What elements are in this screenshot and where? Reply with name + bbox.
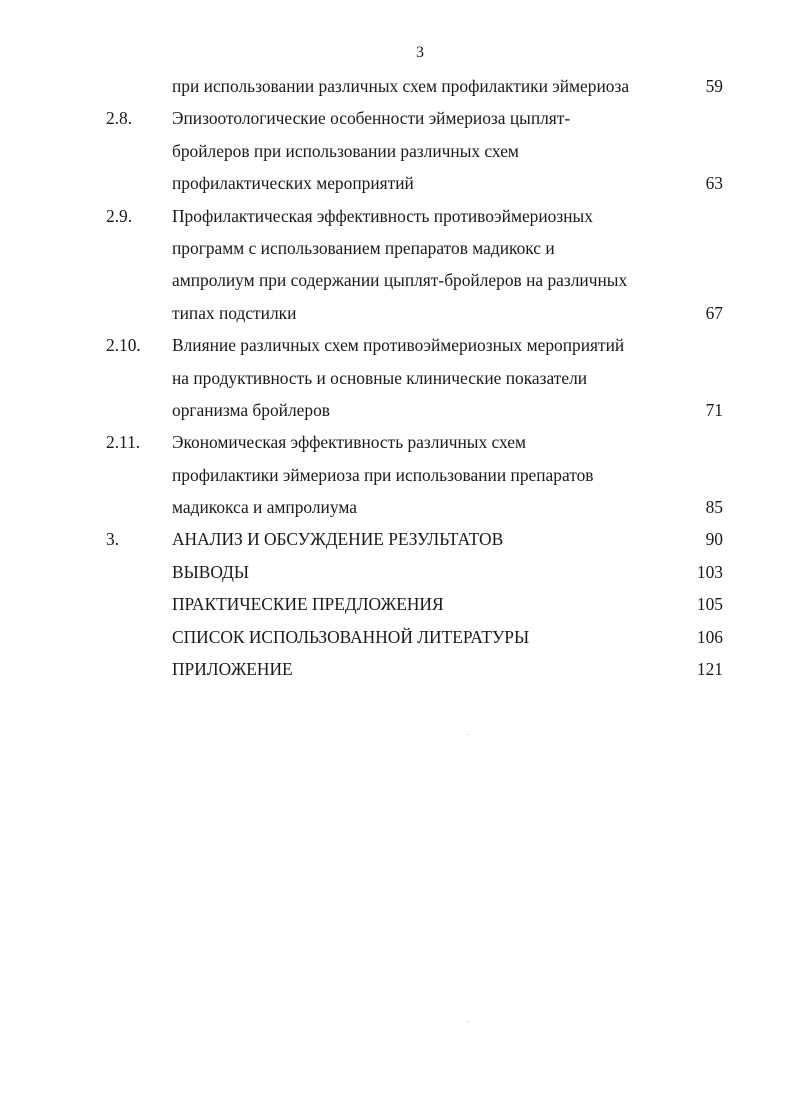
toc-line — [0, 264, 793, 296]
toc-line — [0, 523, 793, 555]
toc-page-number: 71 — [705, 399, 723, 420]
toc-line — [0, 362, 793, 394]
toc-page-number: 59 — [705, 76, 723, 96]
table-of-contents — [0, 70, 793, 685]
toc-title-line: АНАЛИЗ И ОБСУЖДЕНИЕ РЕЗУЛЬТАТОВ — [172, 529, 504, 550]
toc-section-number: 3. — [106, 529, 120, 550]
toc-title-line: ампролиум при содержании цыплят-бройлеров на различных — [172, 270, 628, 291]
toc-title-line: профилактики эймериоза при использовании препаратов — [172, 464, 594, 485]
toc-page-number: 121 — [696, 659, 723, 680]
scan-speck — [468, 734, 469, 735]
toc-title-line: типах подстилки — [172, 302, 297, 323]
toc-page-number: 103 — [696, 561, 723, 582]
toc-line — [0, 200, 793, 232]
toc-title-line: Влияние различных схем противоэймериозных мероприятий — [172, 335, 625, 356]
toc-line — [0, 426, 793, 458]
toc-section-number: 2.11. — [106, 432, 141, 453]
toc-line — [0, 653, 793, 685]
toc-title-line: программ с использованием препаратов мадикокс и — [172, 237, 555, 258]
toc-section-number: 2.10. — [106, 335, 141, 356]
toc-line — [0, 459, 793, 491]
toc-title-line: ПРАКТИЧЕСКИЕ ПРЕДЛОЖЕНИЯ — [172, 594, 444, 615]
toc-title-line: Профилактическая эффективность противоэймериозных — [172, 205, 593, 226]
toc-line — [0, 491, 793, 523]
toc-title-line: СПИСОК ИСПОЛЬЗОВАННОЙ ЛИТЕРАТУРЫ — [172, 626, 530, 647]
toc-line — [0, 621, 793, 653]
toc-line — [0, 167, 793, 199]
toc-entry — [0, 200, 793, 330]
toc-page-number: 105 — [696, 594, 723, 615]
toc-entry — [0, 556, 793, 588]
toc-entry — [0, 426, 793, 523]
toc-entry — [0, 653, 793, 685]
toc-section-number: 2.8. — [106, 108, 133, 129]
toc-title-line: мадикокса и ампролиума — [172, 497, 357, 518]
toc-page-number: 63 — [705, 173, 723, 194]
toc-page-number: 67 — [705, 302, 723, 323]
toc-line — [0, 135, 793, 167]
toc-title-line: Экономическая эффективность различных схем — [172, 432, 527, 453]
toc-title-line: ПРИЛОЖЕНИЕ — [172, 659, 293, 680]
toc-line — [0, 329, 793, 361]
toc-entry — [0, 523, 793, 555]
toc-line — [0, 102, 793, 134]
toc-page-number: 85 — [705, 497, 723, 518]
toc-entry — [0, 329, 793, 426]
toc-line — [0, 394, 793, 426]
toc-line — [0, 70, 793, 102]
toc-title-line: организма бройлеров — [172, 399, 330, 420]
toc-entry — [0, 70, 793, 102]
toc-title-line: Эпизоотологические особенности эймериоза цыплят- — [172, 108, 571, 129]
toc-page-number: 90 — [705, 529, 723, 550]
toc-line — [0, 588, 793, 620]
toc-entry — [0, 102, 793, 199]
toc-title-line: при использовании различных схем профилактики эймериоза — [172, 76, 630, 96]
toc-line — [0, 232, 793, 264]
toc-title-line: бройлеров при использовании различных схем — [172, 140, 519, 161]
page-number: 3 — [416, 44, 424, 61]
toc-entry — [0, 621, 793, 653]
toc-title-line: на продуктивность и основные клинические показатели — [172, 367, 588, 388]
toc-line — [0, 556, 793, 588]
toc-page-number: 106 — [696, 626, 723, 647]
toc-line — [0, 297, 793, 329]
toc-title-line: ВЫВОДЫ — [172, 561, 250, 582]
toc-entry — [0, 588, 793, 620]
toc-section-number: 2.9. — [106, 205, 133, 226]
toc-title-line: профилактических мероприятий — [172, 173, 414, 194]
scan-speck — [468, 1021, 469, 1022]
